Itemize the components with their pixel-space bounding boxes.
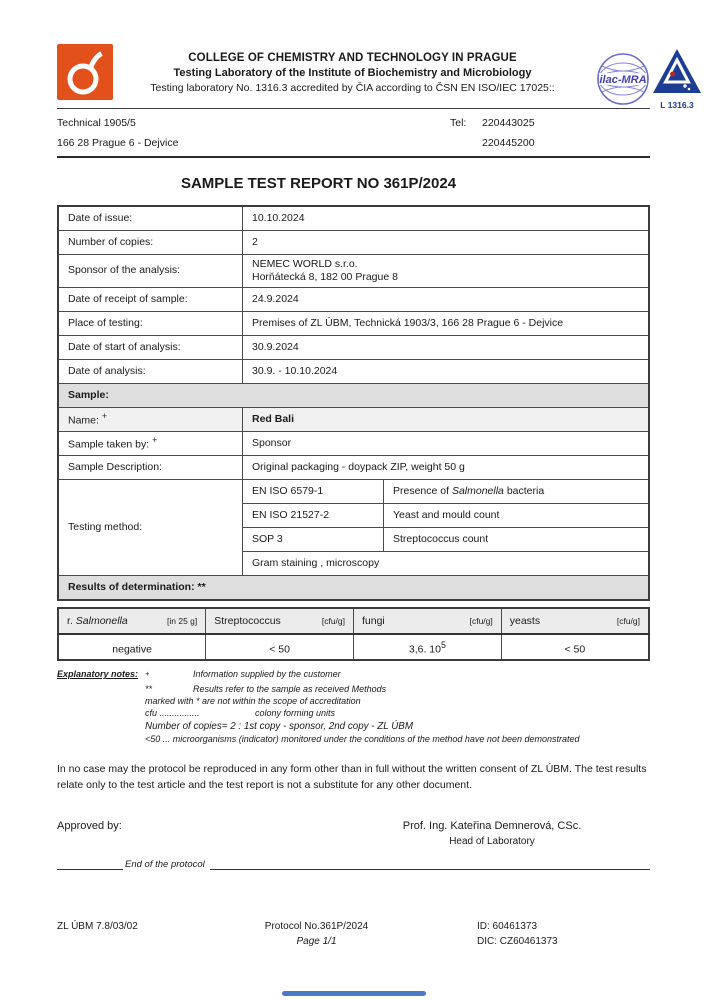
- footer-dic: DIC: CZ60461373: [477, 936, 558, 948]
- row-label: Date of start of analysis:: [58, 336, 243, 360]
- tel-label: Tel:: [450, 117, 467, 129]
- row-label: Date of receipt of sample:: [58, 288, 243, 312]
- footer-center: [230, 919, 403, 949]
- results-column-header: Streptococcus [cfu/g]: [206, 608, 354, 634]
- note-line: cfu ................ colony forming units: [145, 707, 336, 718]
- row-label: Date of issue:: [58, 206, 243, 231]
- section-header: Results of determination: **: [58, 576, 649, 601]
- ilac-mra-stamp: [596, 52, 650, 106]
- address-city: 166 28 Prague 6 - Dejvice: [57, 137, 179, 149]
- sample-section-row: [58, 384, 649, 408]
- result-value: negative: [58, 634, 206, 660]
- approved-by-label: Approved by:: [57, 820, 122, 833]
- explanatory-notes: [57, 669, 650, 745]
- sample-name-row: [58, 408, 649, 432]
- results-section-row: [58, 576, 649, 601]
- note-line: Number of copies= 2 : 1st copy - sponsor, 2nd copy - ZL ÚBM: [145, 720, 413, 732]
- uct-prague-logo: [57, 44, 113, 100]
- sample-taken-row: [58, 432, 649, 456]
- approver-block: [352, 820, 632, 847]
- accreditation-line: Testing laboratory No. 1316.3 accredited by ČIA according to ČSN EN ISO/IEC 17025::: [150, 82, 555, 94]
- sponsor-address: Horňátecká 8, 182 00 Prague 8: [252, 271, 398, 284]
- lab-name: Testing Laboratory of the Institute of Biochemistry and Microbiology: [173, 67, 532, 79]
- footer-ids: [403, 919, 650, 949]
- end-line-right: [210, 856, 650, 870]
- table-row: [58, 206, 649, 231]
- org-name: COLLEGE OF CHEMISTRY AND TECHNOLOGY IN PRAGUE: [188, 52, 517, 64]
- table-row: [58, 288, 649, 312]
- row-value: [243, 255, 650, 288]
- sample-description-row: [58, 456, 649, 480]
- address-block: [57, 109, 650, 156]
- note-line: ** Results refer to the sample as received Methods: [145, 684, 387, 695]
- row-label: Sample taken by: +: [58, 432, 243, 456]
- table-row: [58, 360, 649, 384]
- method-code: EN ISO 21527-2: [243, 504, 384, 528]
- report-title: SAMPLE TEST REPORT NO 361P/2024: [180, 175, 457, 192]
- table-row: [58, 255, 649, 288]
- method-code: SOP 3: [243, 528, 384, 552]
- footer-page-number: Page 1/1: [296, 936, 337, 948]
- row-value: 2: [243, 231, 650, 255]
- address-divider: [57, 156, 650, 158]
- report-info-table: [57, 205, 650, 601]
- result-value: < 50: [206, 634, 354, 660]
- row-value: 10.10.2024: [243, 206, 650, 231]
- sample-name-value: Red Bali: [243, 408, 650, 432]
- row-value: 30.9. - 10.10.2024: [243, 360, 650, 384]
- approval-block: [57, 820, 650, 847]
- tel-number-1: 220443025: [482, 117, 535, 129]
- footer-doc-code: ZL ÚBM 7.8/03/02: [57, 921, 138, 933]
- cia-reg-number: L 1316.3: [660, 100, 694, 110]
- note-line: marked with * are not within the scope of accreditation: [145, 696, 361, 707]
- method-description: Presence of Salmonella bacteria: [384, 480, 650, 504]
- row-label: Testing method:: [58, 480, 243, 576]
- page-indicator-bar[interactable]: [282, 991, 426, 996]
- row-label: Date of analysis:: [58, 360, 243, 384]
- row-value: Premises of ZL ÚBM, Technická 1903/3, 166 28 Prague 6 - Dejvice: [243, 312, 650, 336]
- row-value: 24.9.2024: [243, 288, 650, 312]
- method-description: Yeast and mould count: [384, 504, 650, 528]
- end-of-protocol: [57, 856, 650, 870]
- ilac-mra-icon: [596, 52, 650, 106]
- table-row: [58, 231, 649, 255]
- legal-paragraph: In no case may the protocol be reproduced in any form other than in full without the written consent of ZL ÚBM. The test results relate only to the test article and the test report is not a substitute for any other document.: [57, 762, 647, 791]
- svg-text:ilac-MRA: ilac-MRA: [599, 74, 647, 86]
- notes-body: [145, 669, 580, 745]
- results-column-header: r. Salmonella [in 25 g]: [58, 608, 206, 634]
- row-label: Number of copies:: [58, 231, 243, 255]
- results-values-row: [58, 634, 649, 660]
- row-label: Sample Description:: [58, 456, 243, 480]
- end-of-protocol-label: End of the protocol: [125, 859, 205, 871]
- footer-protocol-no: Protocol No.361P/2024: [264, 921, 369, 933]
- table-row: [58, 312, 649, 336]
- end-line-left: [57, 856, 123, 870]
- table-row: [58, 336, 649, 360]
- report-header: [57, 44, 694, 110]
- results-table: [57, 607, 650, 661]
- testing-method-row: [58, 480, 649, 504]
- cia-accreditation-mark: [652, 48, 702, 110]
- tel-number-2: 220445200: [482, 137, 535, 149]
- note-line: <50 ... microorganisms (indicator) monitored under the conditions of the method have not been demonstrated: [145, 733, 580, 744]
- row-value: Sponsor: [243, 432, 650, 456]
- method-description: Streptococcus count: [384, 528, 650, 552]
- method-extra: Gram staining , microscopy: [243, 552, 650, 576]
- method-code: EN ISO 6579-1: [243, 480, 384, 504]
- approver-role: Head of Laboratory: [449, 836, 535, 848]
- row-label: Place of testing:: [58, 312, 243, 336]
- results-column-header: fungi [cfu/g]: [354, 608, 502, 634]
- result-value: < 50: [501, 634, 649, 660]
- footnote-marker: +: [101, 411, 107, 422]
- address-street: Technical 1905/5: [57, 117, 136, 129]
- sponsor-name: NEMEC WORLD s.r.o.: [252, 257, 358, 270]
- notes-label: Explanatory notes:: [57, 669, 139, 680]
- footer-id: ID: 60461373: [477, 921, 538, 933]
- result-value: 3,6. $10^5$: [354, 634, 502, 660]
- cia-triangle-icon: [652, 48, 702, 94]
- row-value: 30.9.2024: [243, 336, 650, 360]
- footnote-marker: +: [152, 435, 158, 446]
- note-line: + Information supplied by the customer: [145, 669, 341, 680]
- approver-name: Prof. Ing. Kateřina Demnerová, CSc.: [402, 820, 582, 833]
- org-block: [113, 44, 650, 100]
- flask-icon: [57, 44, 113, 100]
- results-column-header: yeasts [cfu/g]: [501, 608, 649, 634]
- results-header-row: [58, 608, 649, 634]
- row-label: Sponsor of the analysis:: [58, 255, 243, 288]
- page-footer: [57, 919, 650, 949]
- section-header: Sample:: [58, 384, 649, 408]
- row-label: Name: +: [58, 408, 243, 432]
- row-value: Original packaging - doypack ZIP, weight 50 g: [243, 456, 650, 480]
